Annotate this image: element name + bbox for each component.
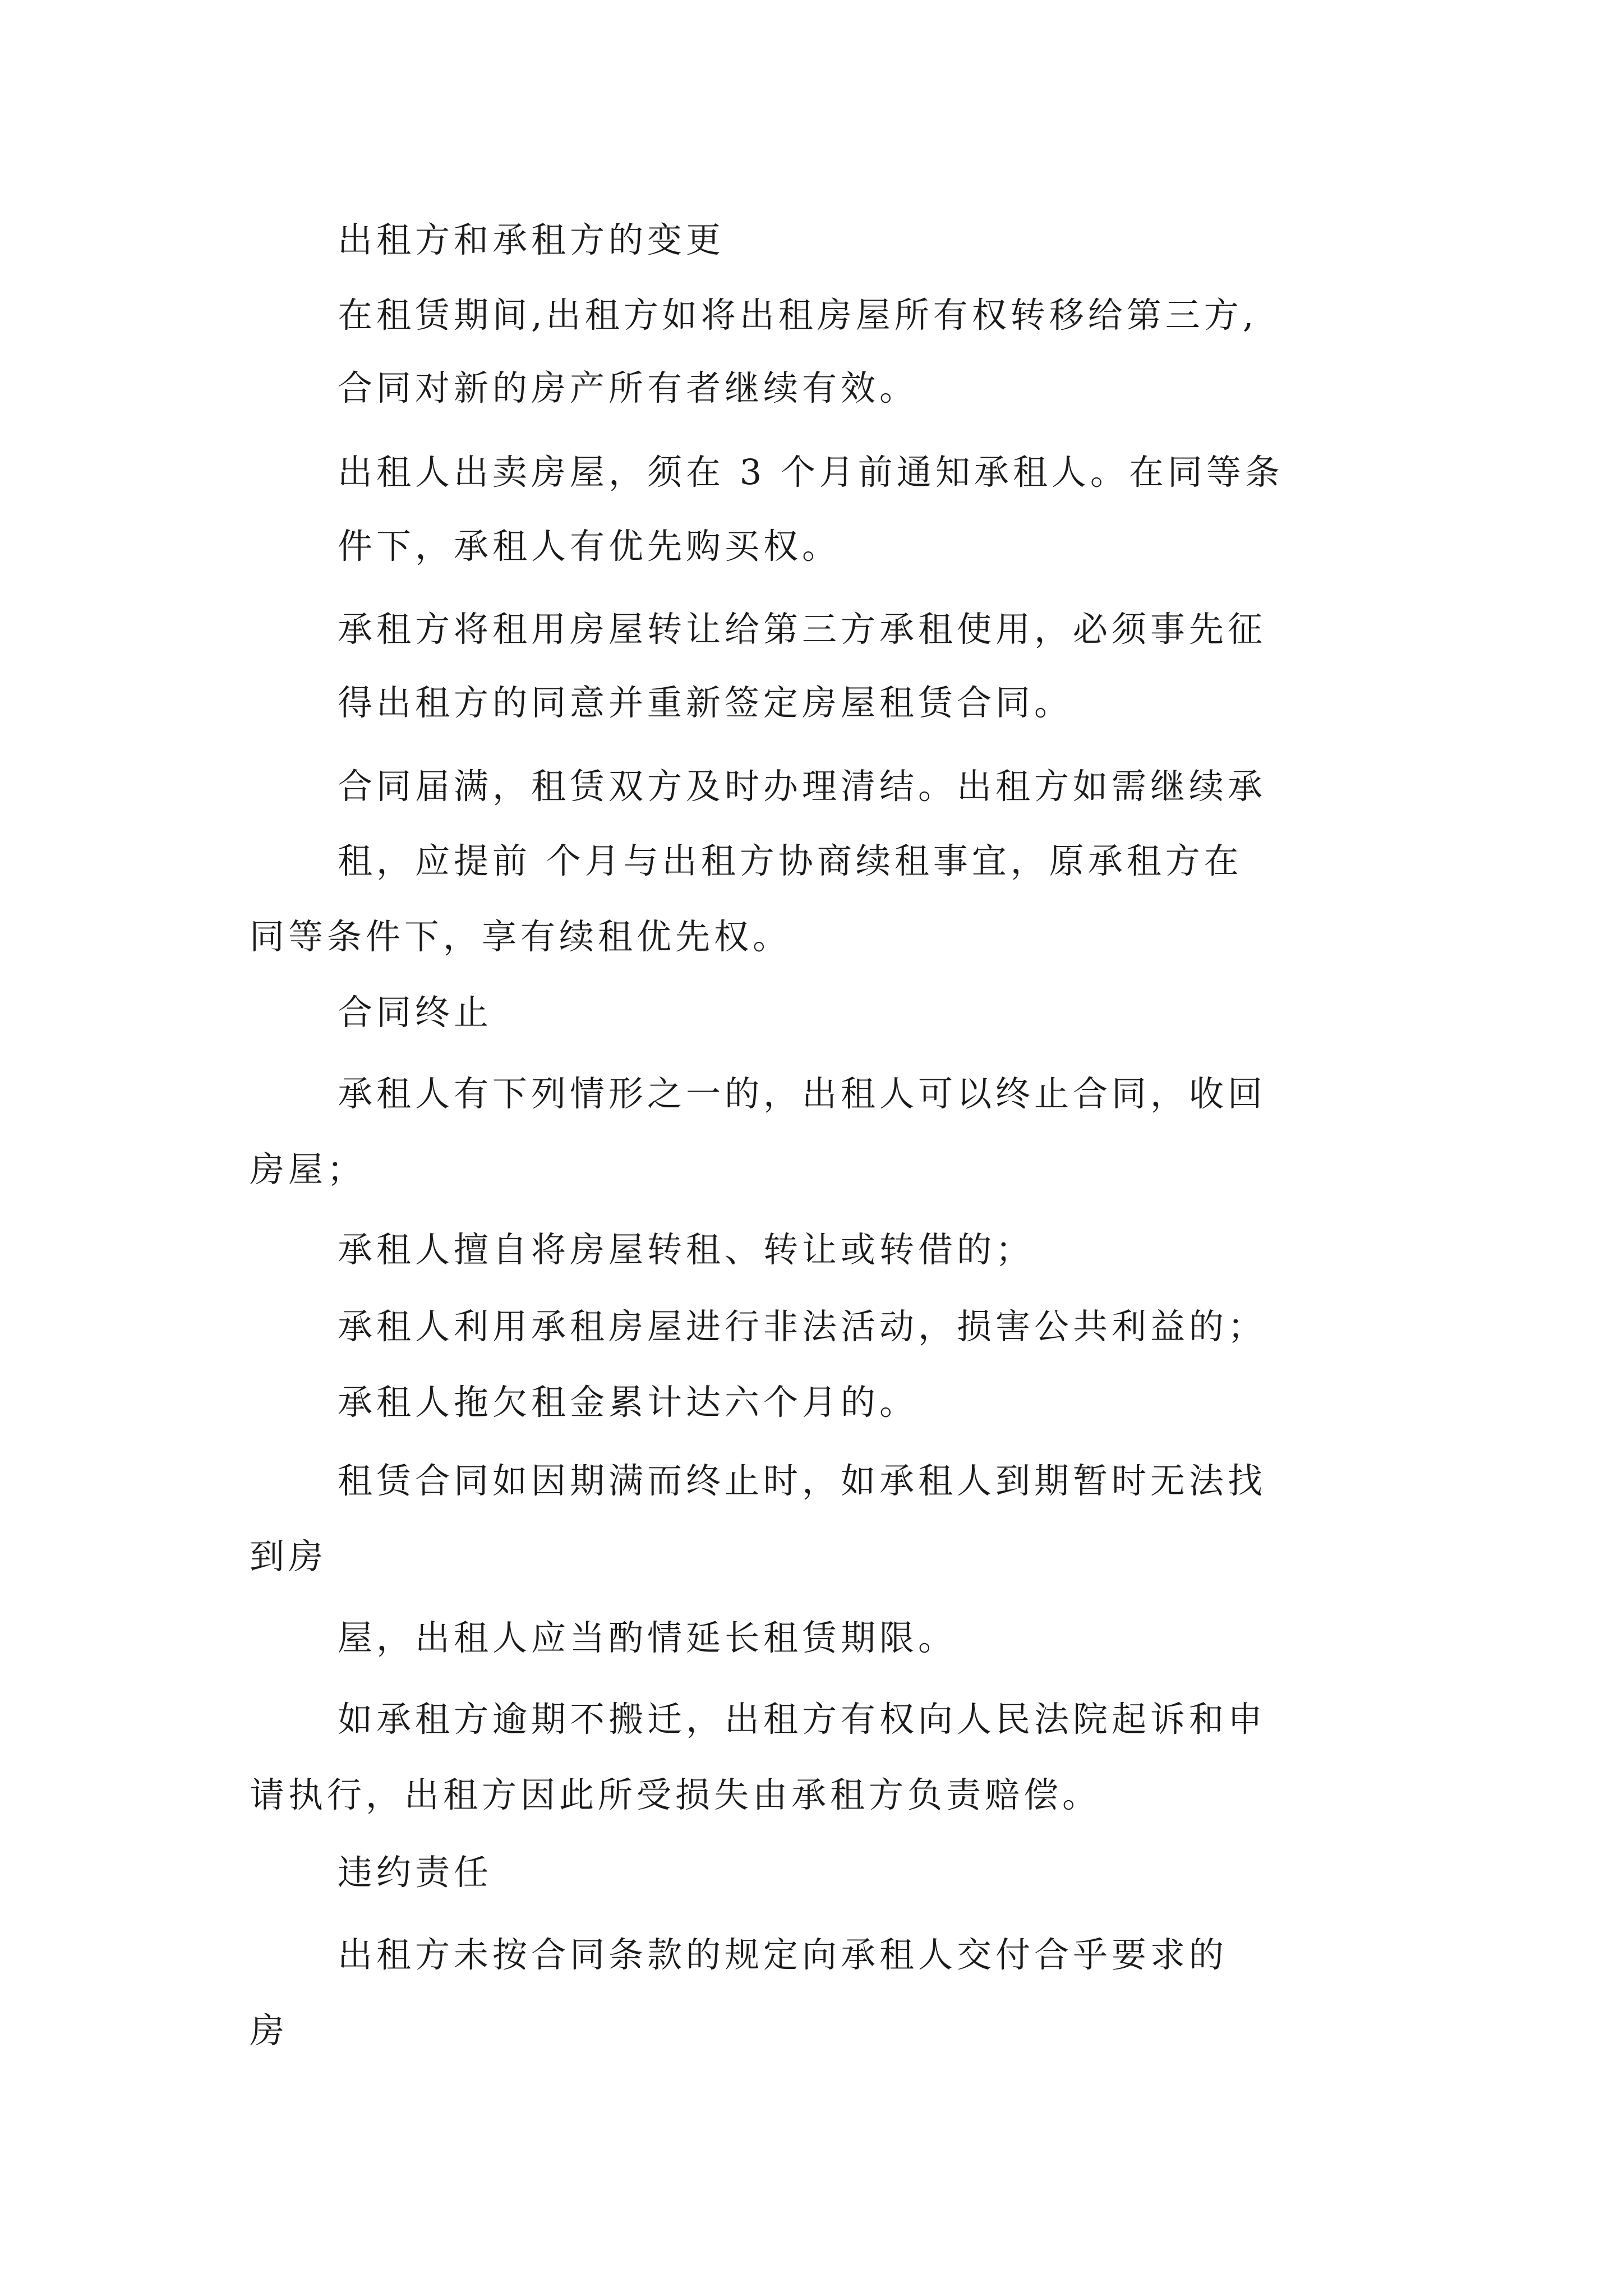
section-heading-breach: 违约责任 — [338, 1852, 493, 1893]
paragraph-line: 到房 — [250, 1536, 328, 1577]
paragraph-line: 承租方将租用房屋转让给第三方承租使用，必须事先征 — [338, 609, 1267, 650]
paragraph-line: 如承租方逾期不搬迁，出租方有权向人民法院起诉和申 — [338, 1699, 1267, 1740]
paragraph-line: 房屋； — [250, 1149, 366, 1190]
list-item-line: 承租人擅自将房屋转租、转让或转借的； — [338, 1229, 1035, 1270]
paragraph-line: 屋，出租人应当酌情延长租赁期限。 — [338, 1617, 957, 1658]
paragraph-line: 租，应提前 个月与出租方协商续租事宜，原承租方在 — [338, 840, 1243, 881]
paragraph-line: 出租人出卖房屋，须在 3 个月前通知承租人。在同等条 — [338, 452, 1284, 493]
paragraph-line: 承租人有下列情形之一的，出租人可以终止合同，收回 — [338, 1073, 1267, 1114]
paragraph-line: 房 — [250, 2010, 289, 2051]
paragraph-line: 租赁合同如因期满而终止时，如承租人到期暂时无法找 — [338, 1460, 1267, 1501]
section-heading-termination: 合同终止 — [338, 992, 493, 1033]
paragraph-line: 件下，承租人有优先购买权。 — [338, 526, 841, 567]
section-heading-party-change: 出租方和承租方的变更 — [338, 219, 725, 260]
paragraph-line: 得出租方的同意并重新签定房屋租赁合同。 — [338, 682, 1073, 723]
paragraph-line: 合同届满，租赁双方及时办理清结。出租方如需继续承 — [338, 766, 1267, 807]
list-item-line: 承租人利用承租房屋进行非法活动，损害公共利益的； — [338, 1306, 1267, 1347]
paragraph-line: 同等条件下，享有续租优先权。 — [250, 916, 792, 957]
list-item-line: 承租人拖欠租金累计达六个月的。 — [338, 1382, 919, 1423]
paragraph-line: 合同对新的房产所有者继续有效。 — [338, 367, 919, 408]
paragraph-line: 请执行，出租方因此所受损失由承租方负责赔偿。 — [250, 1774, 1101, 1815]
paragraph-line: 在租赁期间,出租方如将出租房屋所有权转移给第三方, — [338, 295, 1258, 335]
paragraph-line: 出租方未按合同条款的规定向承租人交付合乎要求的 — [338, 1934, 1228, 1975]
